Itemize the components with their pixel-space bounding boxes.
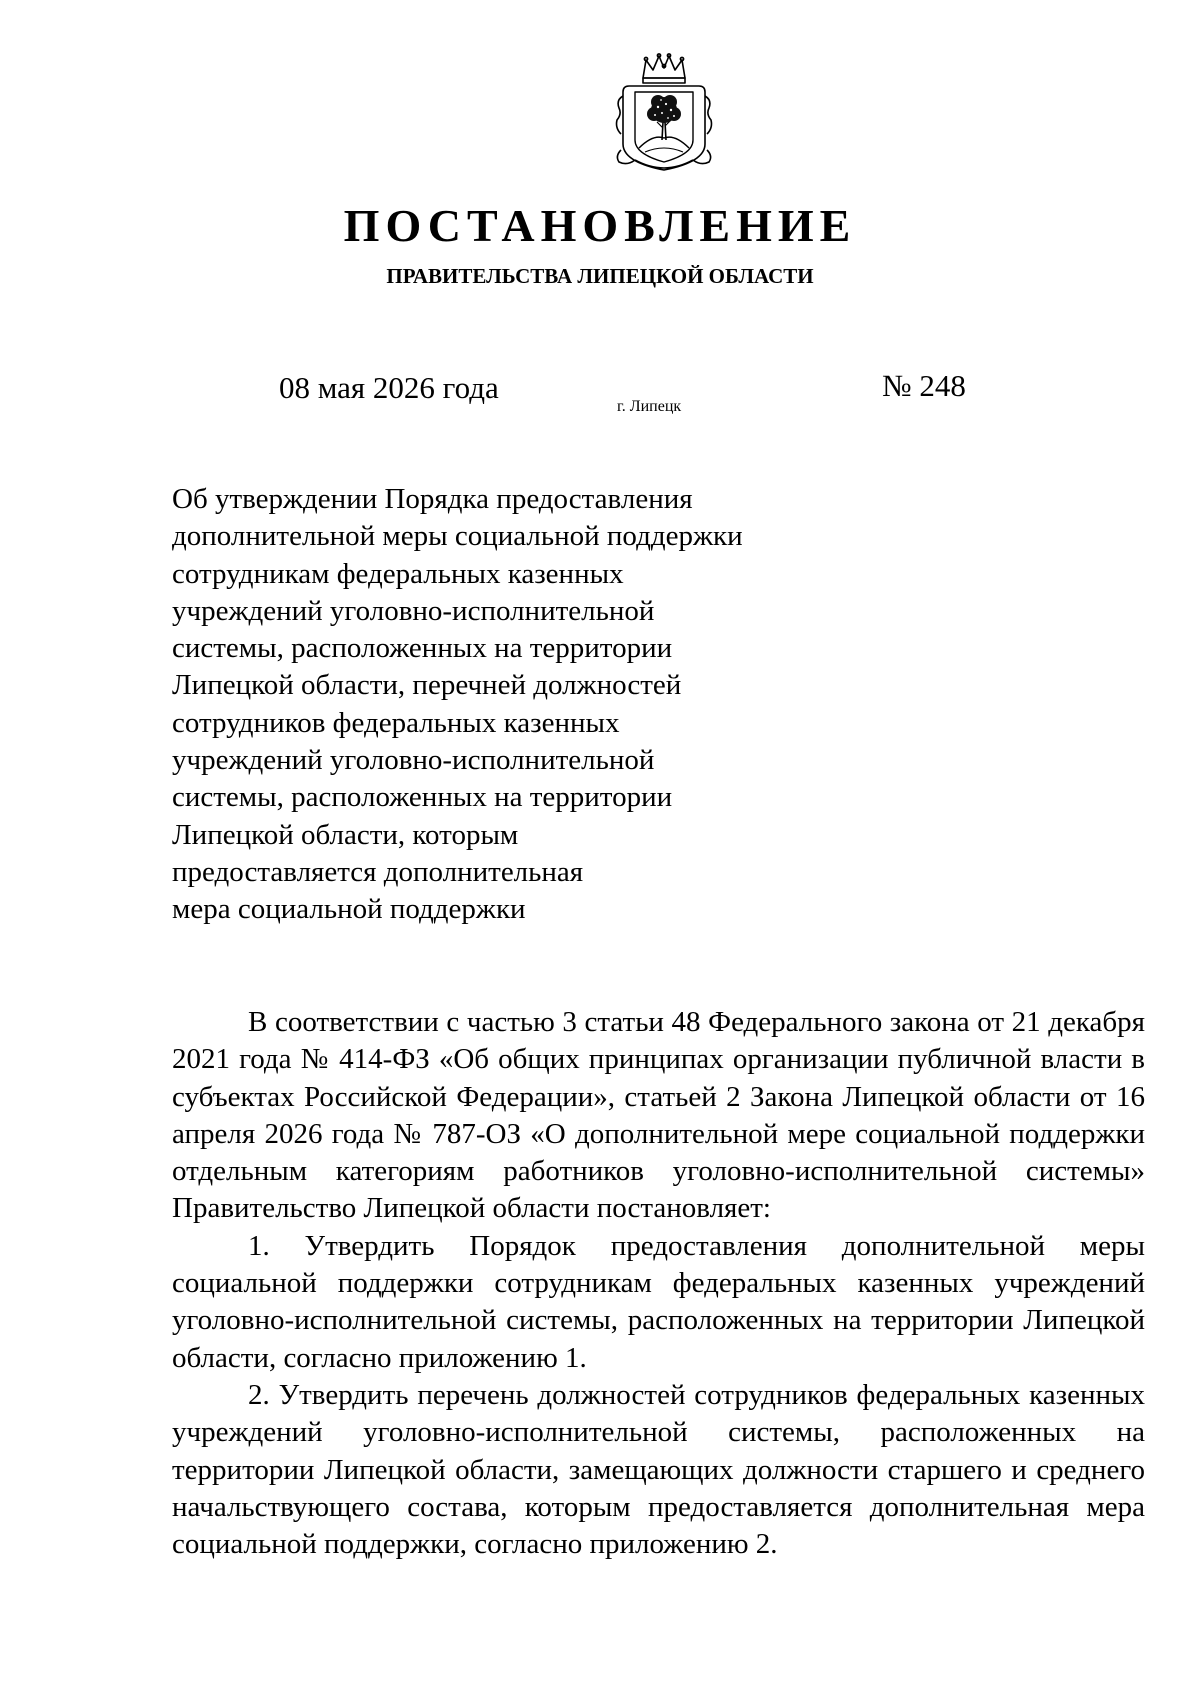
subject-line: Липецкой области, перечней должностей xyxy=(172,669,682,702)
clause-paragraph: 2. Утвердить перечень должностей сотрудников федеральных казенных учреждений уголовно-исполнительной системы, расположенных на территории Липецкой области, замещающих должности старшего и среднего начальствующего состава, которым предоставляется дополнительная мера социальной поддержки, согласно приложению 2. xyxy=(172,1378,1145,1561)
subject-line: мера социальной поддержки xyxy=(172,893,526,926)
subject-line: сотрудников федеральных казенных xyxy=(172,706,620,739)
document-subtitle: ПРАВИТЕЛЬСТВА ЛИПЕЦКОЙ ОБЛАСТИ xyxy=(386,264,814,288)
document-subject xyxy=(172,481,772,929)
subject-line: сотрудникам федеральных казенных xyxy=(172,557,624,590)
document-title: ПОСТАНОВЛЕНИЕ xyxy=(343,200,857,251)
document-body xyxy=(172,1004,1145,1563)
document-date: 08 мая 2026 года xyxy=(279,370,499,405)
document-number: № 248 xyxy=(882,368,966,403)
subject-line: Об утверждении Порядка предоставления xyxy=(172,483,693,515)
clause-paragraph: 1. Утвердить Порядок предоставления дополнительной меры социальной поддержки сотрудникам федеральных казенных учреждений уголовно-исполнительной системы, расположенных на территории Липецкой области, согласно приложению 1. xyxy=(172,1229,1145,1374)
subject-line: системы, расположенных на территории xyxy=(172,632,673,665)
subject-line: системы, расположенных на территории xyxy=(172,781,673,814)
subject-line: предоставляется дополнительная xyxy=(172,855,584,888)
subject-line: учреждений уголовно-исполнительной xyxy=(172,594,655,627)
subject-line: дополнительной меры социальной поддержки xyxy=(172,520,743,553)
subject-line: учреждений уголовно-исполнительной xyxy=(172,744,655,777)
subject-line: Липецкой области, которым xyxy=(172,818,519,851)
preamble-paragraph: В соответствии с частью 3 статьи 48 Федерального закона от 21 декабря 2021 года № 414-ФЗ «Об общих принципах организации публичной власти в субъектах Российской Федерации», статьей 2 Закона Липецкой области от 16 апреля 2026 года № 787-ОЗ «О дополнительной мере социальной поддержки отдельным категориям работников уголовно-исполнительной системы» Правительство Липецкой области постановляет: xyxy=(172,1006,1145,1225)
document-city: г. Липецк xyxy=(617,398,682,415)
lipetsk-oblast-coat-of-arms-icon xyxy=(613,52,715,178)
